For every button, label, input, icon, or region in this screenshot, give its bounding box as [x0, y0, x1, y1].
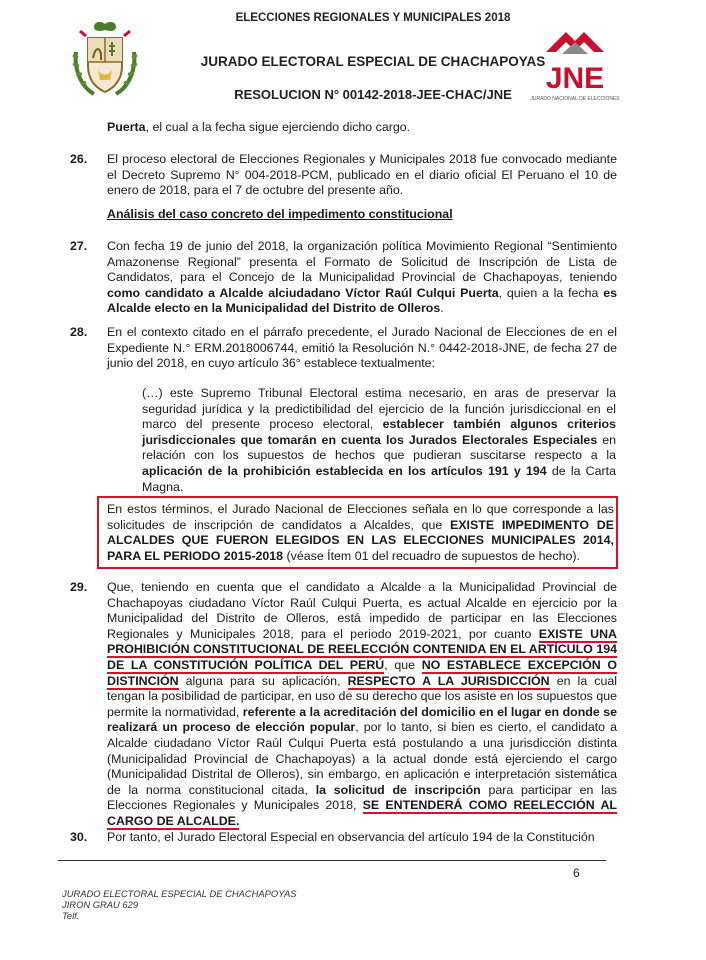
paragraph-27: [107, 239, 617, 317]
p29-bold-6: SE ENTENDERÁ COMO REELECCIÓN AL CARGO DE ALCALDE.: [107, 798, 617, 828]
jne-logo-text: JNE: [545, 62, 605, 95]
footer-address: JIRON GRAU 629: [62, 899, 139, 910]
footer-divider: [58, 860, 606, 861]
intro-bold: Puerta: [107, 120, 146, 134]
jne-logo-subtext: JURADO NACIONAL DE ELECCIONES: [530, 96, 620, 102]
p29-text-2: , que: [384, 657, 422, 672]
paragraph-number-29: 29.: [70, 580, 88, 594]
resolution-number: RESOLUCION N° 00142-2018-JEE-CHAC/JNE: [234, 87, 512, 102]
paragraph-number-27: 27.: [70, 239, 88, 253]
paragraph-number-28: 28.: [70, 325, 88, 339]
footer-institution: JURADO ELECTORAL ESPECIAL DE CHACHAPOYAS: [62, 888, 297, 899]
paragraph-number-26: 26.: [70, 152, 88, 166]
court-title: JURADO ELECTORAL ESPECIAL DE CHACHAPOYAS: [200, 54, 546, 69]
paragraph-29: [107, 580, 617, 830]
p27-bold-1: como candidato a Alcalde alciudadano Víctor Raúl Culqui Puerta: [107, 285, 499, 300]
p29-bold-2: NO ESTABLECE EXCEPCIÓN O DISTINCIÓN: [107, 657, 617, 688]
jne-logo-icon: [530, 28, 620, 106]
p27-bold-2: es Alcalde electo en la Municipalidad del Distrito de Olleros: [107, 285, 617, 316]
footer-phone: Telf.: [62, 910, 80, 921]
boxed-paragraph: [107, 502, 614, 564]
page-number: 6: [573, 866, 580, 880]
p29-bold-5: la solicitud de inscripción: [315, 782, 481, 797]
p27-text-2: , quien a la fecha: [498, 285, 604, 300]
intro-text: , el cual a la fecha sigue ejerciendo dicho cargo.: [145, 120, 411, 134]
quote-bold-2: aplicación de la prohibición establecida en los artículos 191 y 194: [142, 463, 547, 478]
paragraph-30: Por tanto, el Jurado Electoral Especial en observancia del artículo 194 de la Constitución: [107, 830, 595, 844]
quote-text-1: (…) este Supremo Tribunal Electoral estima necesario, en aras de preservar la seguridad jurídica y la predictibilidad del ejercicio de la función jurisdiccional en el marco del presente proceso electoral,: [142, 386, 616, 432]
box-bold: EXISTE IMPEDIMENTO DE ALCALDES QUE FUERON ELEGIDOS EN LAS ELECCIONES MUNICIPALES 2014, PARA EL PERIODO 2015-2018: [107, 517, 614, 563]
quote-text-3: de la Carta Magna.: [142, 463, 616, 494]
paragraph-28: En el contexto citado en el párrafo precedente, el Jurado Nacional de Elecciones de en el Expediente N.° ERM.2018006744, emitió la Resolución N.° 0442-2018-JNE, de fecha 27 de junio del 2018, en cuyo artículo 36° establece textualmente:: [107, 325, 617, 371]
p29-bold-1: EXISTE UNA PROHIBICIÓN CONSTITUCIONAL DE REELECCIÓN CONTENIDA EN EL ARTÍCULO 194 DE LA CONSTITUCIÓN POLÍTICA DEL PERÚ: [107, 626, 617, 672]
p29-text-6: para participar en las Elecciones Regionales y Municipales 2018,: [107, 782, 617, 813]
jne-logo: [530, 28, 620, 106]
quoted-text: [142, 386, 616, 495]
box-text-1: En estos términos, el Jurado Nacional de Elecciones señala en lo que corresponde a las solicitudes de inscripción de candidatos a Alcaldes, que: [107, 502, 614, 532]
p29-text-1: Que, teniendo en cuenta que el candidato a Alcalde a la Municipalidad Provincial de Chachapoyas ciudadano Víctor Raúl Culqui Puerta, es actual Alcalde en ejercicio por la Municipalidad del Distrito de Olleros, está impedido de participar en las Elecciones Regionales y Municipales 2018, para el periodo 2019-2021, por cuanto: [107, 580, 617, 641]
quote-text-2: en relación con los supuestos de hechos que pudieran suscitarse respecto a la: [142, 432, 616, 463]
p29-bold-3: RESPECTO A LA JURISDICCIÓN: [347, 673, 550, 688]
p29-bold-4: referente a la acreditación del domicilio en el lugar en donde se realizará un proceso de elección popular: [107, 704, 617, 735]
paragraph-number-30: 30.: [70, 830, 88, 844]
p29-text-5: , por lo tanto, si bien es cierto, el candidato a Alcalde ciudadano Víctor Raúl Culqui Puerta está postulando a una jurisdicción distinta (Municipalidad Provincial de Chachapoyas) a la actual donde está ejerciendo el cargo (Municipalidad Distrital de Olleros), sin embargo, en aplicación e interpretación sistemática de la norma constitucional citada,: [107, 720, 617, 797]
p27-text-1: Con fecha 19 de junio del 2018, la organización política Movimiento Regional “Sentimiento Amazonense Regional” presenta el Formato de Solicitud de Inscripción de Lista de Candidatos, para el Concejo de la Municipalidad Provincial de Chachapoyas, teniendo: [107, 239, 617, 285]
box-text-2: (véase Ítem 01 del recuadro de supuestos de hecho).: [283, 548, 580, 563]
intro-paragraph: [107, 120, 607, 136]
p29-text-4: en la cual tengan la posibilidad de participar, en uso de su derecho que los asiste en los supuestos que permite la normatividad,: [107, 673, 618, 719]
section-heading: Análisis del caso concreto del impedimento constitucional: [107, 207, 453, 221]
quote-bold-1: establecer también algunos criterios jurisdiccionales que tomarán en cuenta los Jurados Electorales Especiales: [142, 417, 617, 447]
paragraph-26: El proceso electoral de Elecciones Regionales y Municipales 2018 fue convocado mediante el Decreto Supremo N° 004-2018-PCM, publicado en el diario oficial El Peruano el 10 de enero de 2018, para el 7 de octubre del presente año.: [107, 152, 617, 198]
p29-text-3: alguna para su aplicación,: [178, 673, 348, 688]
election-title: ELECCIONES REGIONALES Y MUNICIPALES 2018: [235, 12, 511, 24]
p27-text-3: .: [440, 301, 444, 316]
